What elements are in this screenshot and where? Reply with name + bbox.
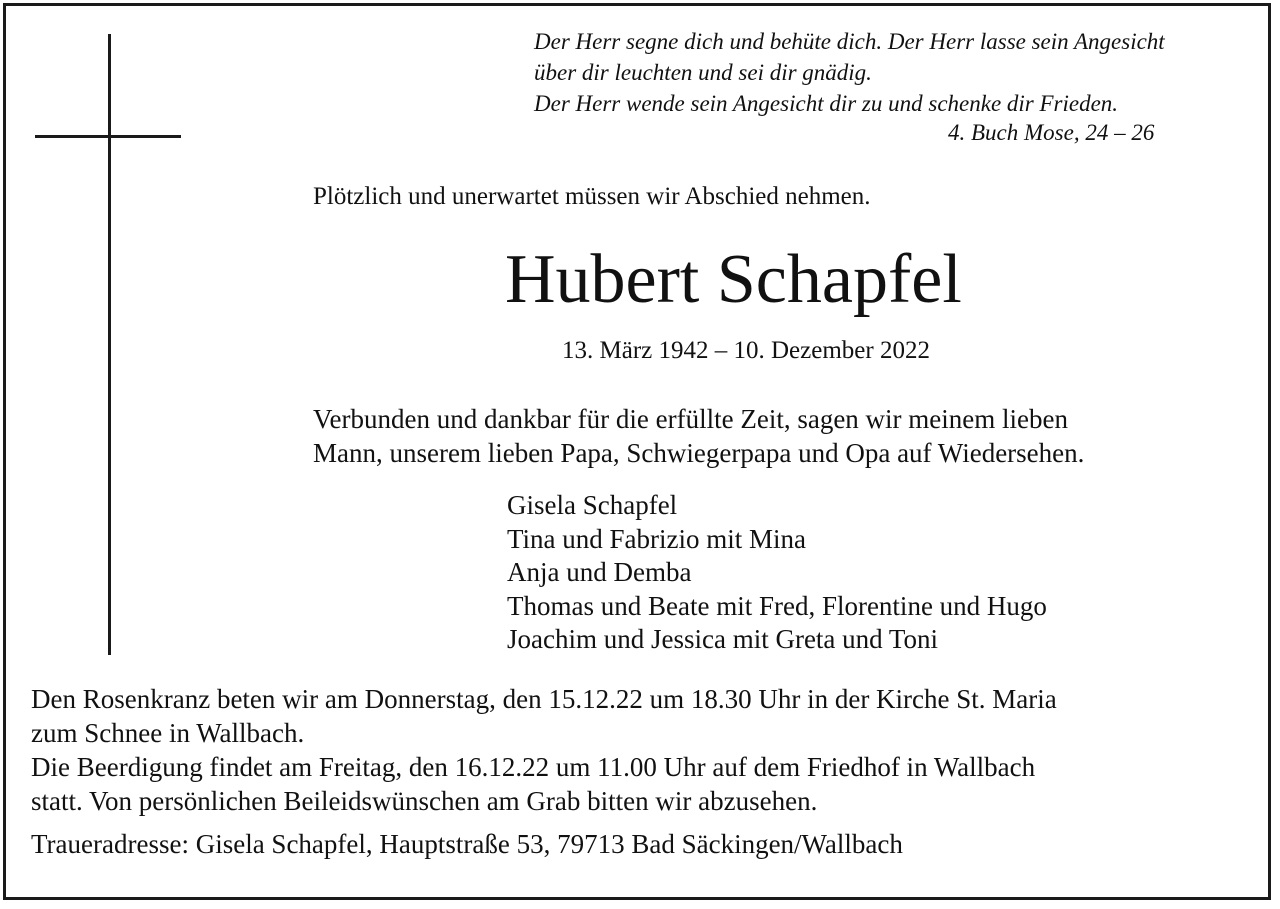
notice-line: Die Beerdigung findet am Freitag, den 16.12.22 um 11.00 Uhr auf dem Friedhof in Wallbach (31, 752, 1036, 782)
service-notice (31, 682, 1057, 818)
notice-line: Den Rosenkranz beten wir am Donnerstag, den 15.12.22 um 18.30 Uhr in der Kirche St. Maria (31, 684, 1057, 714)
mourner-entry: Gisela Schapfel (507, 490, 678, 520)
farewell-message (313, 402, 1084, 470)
verse-reference: 4. Buch Mose, 24 – 26 (948, 120, 1155, 145)
verse-line: über dir leuchten und sei dir gnädig. (534, 60, 872, 85)
notice-line: statt. Von persönlichen Beileidswünschen am Grab bitten wir abzusehen. (31, 786, 818, 816)
intro-text: Plötzlich und unerwartet müssen wir Abschied nehmen. (313, 183, 871, 210)
bible-verse (534, 26, 1254, 145)
deceased-name: Hubert Schapfel (505, 241, 962, 318)
verse-line: Der Herr wende sein Angesicht dir zu und schenke dir Frieden. (534, 91, 1119, 116)
mourners-list (507, 489, 1047, 657)
mourner-entry: Anja und Demba (507, 557, 692, 587)
mourner-entry: Joachim und Jessica mit Greta und Toni (507, 624, 939, 654)
mourner-entry: Tina und Fabrizio mit Mina (507, 523, 807, 554)
mourning-address: Traueradresse: Gisela Schapfel, Hauptstraße 53, 79713 Bad Säckingen/Wallbach (31, 829, 903, 859)
mourner-entry: Thomas und Beate mit Fred, Florentine und Hugo (507, 590, 1047, 621)
notice-line: zum Schnee in Wallbach. (31, 718, 305, 748)
message-line: Mann, unserem lieben Papa, Schwiegerpapa und Opa auf Wiedersehen. (313, 438, 1085, 468)
cross-horizontal-bar (35, 135, 181, 138)
verse-line: Der Herr segne dich und behüte dich. Der Herr lasse sein Angesicht (534, 29, 1165, 54)
life-dates: 13. März 1942 – 10. Dezember 2022 (562, 337, 930, 364)
cross-vertical-bar (108, 34, 111, 655)
message-line: Verbunden und dankbar für die erfüllte Zeit, sagen wir meinem lieben (313, 404, 1068, 434)
